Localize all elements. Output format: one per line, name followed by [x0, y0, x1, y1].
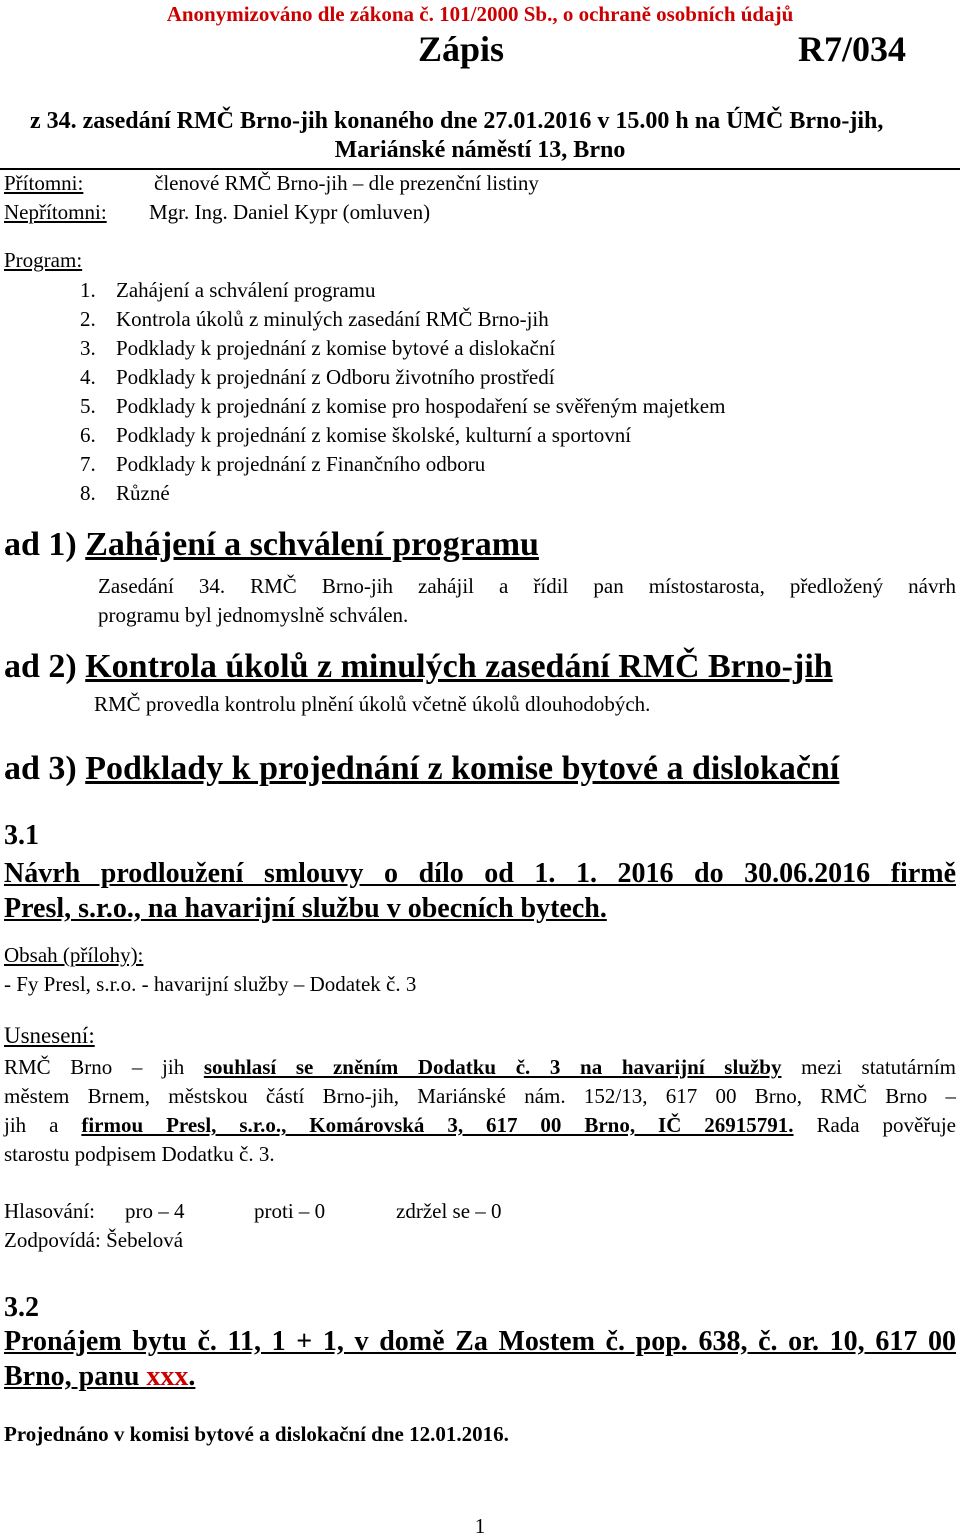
ad1-text [98, 572, 956, 630]
program-item [80, 392, 725, 421]
ad2-title: Kontrola úkolů z minulých zasedání RMČ Brno-jih [85, 648, 833, 685]
resolution-approval: souhlasí se zněním Dodatku č. 3 na havarijní služby [203, 1055, 782, 1079]
resolution-part3: jih a [4, 1113, 82, 1137]
program-item-text: Různé [116, 481, 170, 505]
document-code: R7/034 [798, 29, 906, 69]
program-item-number: 5. [80, 394, 96, 418]
item32-title-line2-suffix: . [188, 1361, 196, 1392]
vote-for: pro – 4 [125, 1199, 185, 1223]
ad3-prefix: ad 3) [4, 750, 86, 787]
anonymization-notice: Anonymizováno dle zákona č. 101/2000 Sb., o ochraně osobních údajů [166, 2, 794, 26]
resolution-part4: Rada pověřuje [793, 1113, 956, 1137]
item32-title-line2 [4, 1359, 956, 1394]
resolution-text [4, 1053, 956, 1169]
ad1-heading [4, 526, 539, 564]
item32-discussed: Projednáno v komisi bytové a dislokační dne 12.01.2016. [4, 1422, 509, 1446]
resolution-line4: starostu podpisem Dodatku č. 3. [4, 1142, 275, 1166]
meeting-line-1: z 34. zasedání RMČ Brno-jih konaného dne 27.01.2016 v 15.00 h na ÚMČ Brno-jih, [30, 108, 884, 134]
header-divider [0, 168, 960, 170]
attachments-label: Obsah (přílohy): [4, 943, 144, 967]
item32-number: 3.2 [4, 1292, 39, 1323]
program-item-number: 1. [80, 278, 96, 302]
item32-title-line2-prefix: Brno, panu [4, 1361, 147, 1392]
resolution-line1 [4, 1053, 956, 1082]
attachment-item: - Fy Presl, s.r.o. - havarijní služby – Dodatek č. 3 [4, 972, 417, 996]
ad2-text: RMČ provedla kontrolu plnění úkolů včetně úkolů dlouhodobých. [94, 692, 651, 716]
program-item-text: Podklady k projednání z komise pro hospodaření se svěřeným majetkem [116, 394, 726, 418]
item32-title [4, 1324, 956, 1394]
program-item [80, 334, 725, 363]
item32-title-line1: Pronájem bytu č. 11, 1 + 1, v domě Za Mostem č. pop. 638, č. or. 10, 617 00 [4, 1326, 956, 1357]
absent-label: Nepřítomni: [4, 200, 107, 224]
ad1-title: Zahájení a schválení programu [85, 526, 539, 563]
absent-value: Mgr. Ing. Daniel Kypr (omluven) [149, 200, 431, 224]
program-item [80, 363, 725, 392]
document-title: Zápis [418, 29, 505, 69]
present-value: členové RMČ Brno-jih – dle prezenční listiny [154, 171, 539, 195]
program-label: Program: [4, 248, 83, 272]
program-item-number: 4. [80, 365, 96, 389]
responsible-person: Zodpovídá: Šebelová [4, 1228, 184, 1252]
ad1-text-line2: programu byl jednomyslně schválen. [98, 603, 409, 627]
redacted-name: xxx [146, 1361, 189, 1392]
program-item [80, 305, 725, 334]
ad2-heading [4, 648, 833, 686]
vote-label: Hlasování: [4, 1199, 95, 1223]
program-item [80, 421, 725, 450]
item31-title [4, 856, 956, 926]
resolution-label: Usnesení: [4, 1023, 95, 1048]
program-item [80, 479, 725, 508]
item31-title-line2: Presl, s.r.o., na havarijní službu v obecních bytech. [4, 893, 607, 924]
present-row [4, 171, 539, 196]
ad1-text-line1: Zasedání 34. RMČ Brno-jih zahájil a řídil pan místostarosta, předložený návrh [98, 574, 956, 598]
program-item-number: 8. [80, 481, 96, 505]
item31-title-line1: Návrh prodloužení smlouvy o dílo od 1. 1. 2016 do 30.06.2016 firmě [4, 858, 956, 889]
program-list [80, 276, 725, 508]
program-item-text: Podklady k projednání z Odboru životního prostředí [116, 365, 555, 389]
program-item-text: Zahájení a schválení programu [116, 278, 376, 302]
program-item-text: Podklady k projednání z komise školské, kulturní a sportovní [116, 423, 632, 447]
ad3-heading [4, 750, 839, 788]
program-item-text: Podklady k projednání z Finančního odboru [116, 452, 486, 476]
vote-abstain: zdržel se – 0 [396, 1199, 502, 1223]
ad2-prefix: ad 2) [4, 648, 86, 685]
present-label: Přítomni: [4, 171, 84, 195]
vote-against: proti – 0 [254, 1199, 326, 1223]
vote-row [4, 1199, 502, 1224]
resolution-line3 [4, 1111, 956, 1140]
resolution-part2: mezi statutárním [781, 1055, 956, 1079]
program-item [80, 450, 725, 479]
program-item-text: Kontrola úkolů z minulých zasedání RMČ Brno-jih [116, 307, 549, 331]
page-number: 1 [474, 1514, 486, 1538]
meeting-line-2: Mariánské náměstí 13, Brno [334, 137, 626, 163]
ad3-title: Podklady k projednání z komise bytové a dislokační [85, 750, 840, 787]
resolution-line2: městem Brnem, městskou částí Brno-jih, Mariánské nám. 152/13, 617 00 Brno, RMČ Brno – [4, 1084, 956, 1108]
program-item-number: 6. [80, 423, 96, 447]
resolution-company: firmou Presl, s.r.o., Komárovská 3, 617 00 Brno, IČ 26915791. [81, 1113, 794, 1137]
program-item-number: 2. [80, 307, 96, 331]
program-item-text: Podklady k projednání z komise bytové a dislokační [116, 336, 556, 360]
absent-row [4, 200, 430, 225]
program-item [80, 276, 725, 305]
program-item-number: 7. [80, 452, 96, 476]
program-item-number: 3. [80, 336, 96, 360]
ad1-prefix: ad 1) [4, 526, 86, 563]
item31-number: 3.1 [4, 820, 39, 851]
resolution-part1: RMČ Brno – jih [4, 1055, 204, 1079]
